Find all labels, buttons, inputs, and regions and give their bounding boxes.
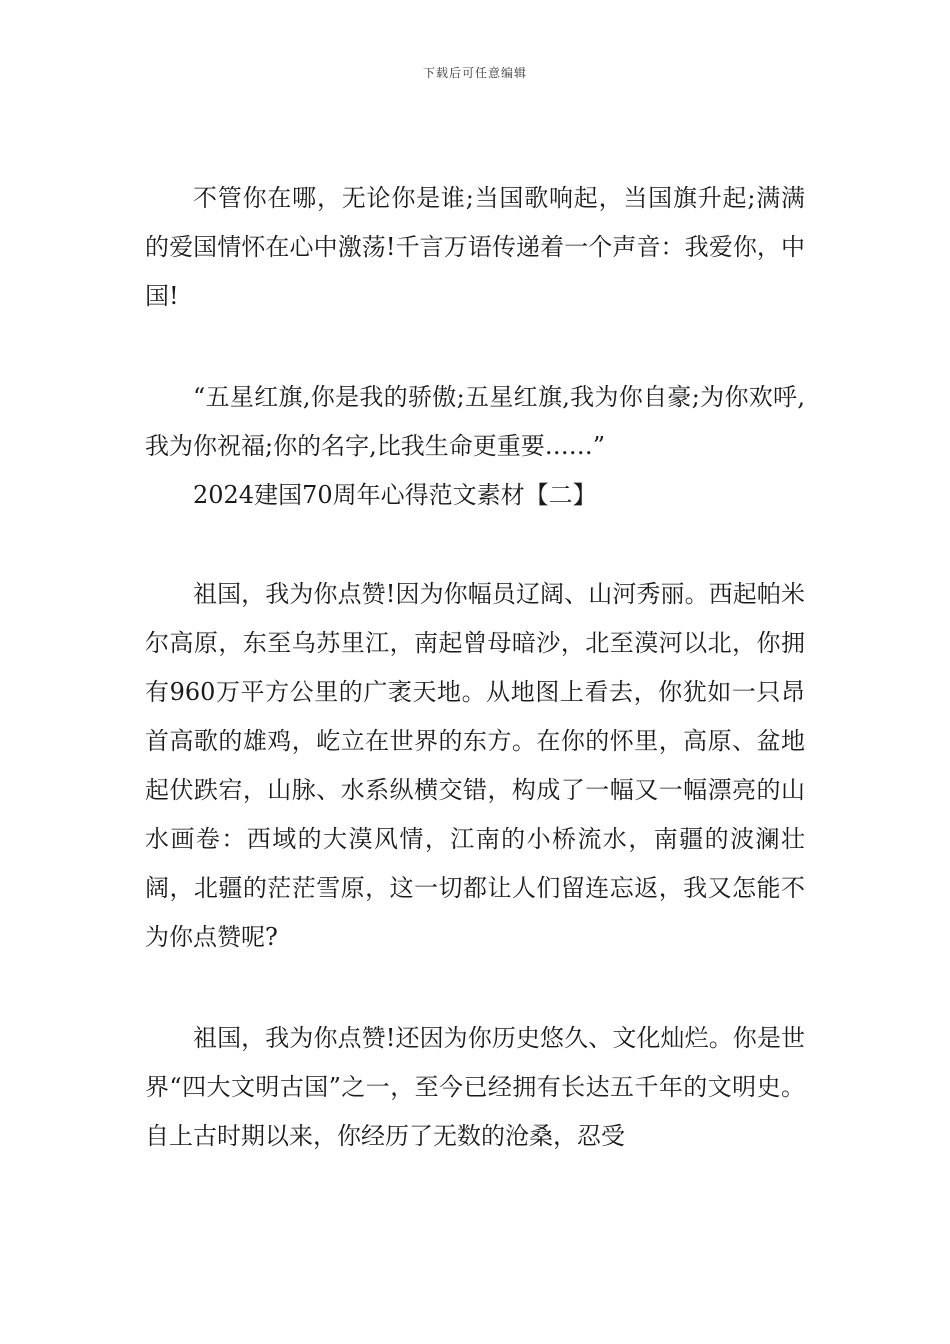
- page-header-note: 下载后可任意编辑: [422, 66, 527, 80]
- paragraph-quote: “五星红旗,你是我的骄傲;五星红旗,我为你自豪;为你欢呼,我为你祝福;你的名字,比我生命更重要……”: [145, 383, 805, 460]
- paragraph-intro: 不管你在哪，无论你是谁;当国歌响起，当国旗升起;满满的爱国情怀在心中激荡!千言万语传递着一个声音：我爱你，中国!: [145, 184, 805, 310]
- document-body: [145, 174, 805, 1161]
- paragraph-history: 祖国，我为你点赞!还因为你历史悠久、文化灿烂。你是世界“四大文明古国”之一，至今已经拥有长达五千年的文明史。自上古时期以来，你经历了无数的沧桑，忍受: [145, 1024, 805, 1150]
- section-title: 2024建国70周年心得范文素材【二】: [193, 481, 597, 509]
- paragraph-landscape: 祖国，我为你点赞!因为你幅员辽阔、山河秀丽。西起帕米尔高原，东至乌苏里江，南起曾母暗沙，北至漠河以北，你拥有960万平方公里的广袤天地。从地图上看去，你犹如一只昂首高歌的雄鸡，屹立在世界的东方。在你的怀里，高原、盆地起伏跌宕，山脉、水系纵横交错，构成了一幅又一幅漂亮的山水画卷：西域的大漠风情，江南的小桥流水，南疆的波澜壮阔，北疆的茫茫雪原，这一切都让人们留连忘返，我又怎能不为你点赞呢?: [145, 580, 805, 951]
